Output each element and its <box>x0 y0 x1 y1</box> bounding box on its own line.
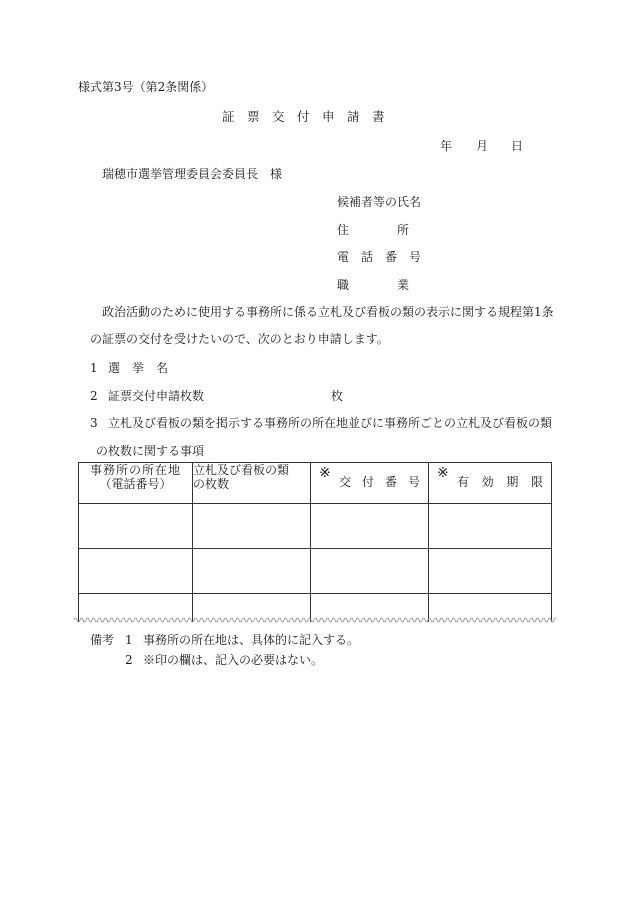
header-issue-number-char: 番 <box>384 475 397 489</box>
applicant-name-label: 候補者等の氏名 <box>337 195 422 209</box>
header-issue-number-char: 交 <box>339 475 352 489</box>
header-issue-number-label <box>339 475 420 489</box>
table-cell[interactable] <box>79 549 193 594</box>
table-cell[interactable] <box>193 549 311 594</box>
note-1-text: 事務所の所在地は、具体的に記入する。 <box>143 633 360 647</box>
form-number: 様式第3号（第2条関係） <box>78 80 214 94</box>
body-text-line-2: の証票の交付を受けたいので、次のとおり申請します。 <box>90 332 389 346</box>
note-2-number: 2 <box>125 653 133 667</box>
document-title: 証 票 交 付 申 請 書 <box>222 109 385 124</box>
office-table <box>78 462 552 622</box>
table-row <box>79 504 552 549</box>
header-valid-period <box>429 463 552 504</box>
table-cell[interactable] <box>193 504 311 549</box>
applicant-phone-label: 電 話 番 号 <box>337 250 422 264</box>
date-year: 年 <box>440 139 453 153</box>
item-1-number: 1 <box>90 361 98 375</box>
header-valid-period-char: 期 <box>506 475 519 489</box>
header-office-location <box>79 463 193 504</box>
table-cell[interactable] <box>79 504 193 549</box>
header-valid-period-char: 有 <box>457 475 470 489</box>
header-issue-number-char: 付 <box>361 475 374 489</box>
table-cell[interactable] <box>429 549 552 594</box>
item-2-number: 2 <box>90 389 98 403</box>
table-cell[interactable] <box>311 549 429 594</box>
applicant-address-label: 住 所 <box>337 223 410 237</box>
addressee: 瑞穂市選挙管理委員会委員長 様 <box>102 167 283 181</box>
body-text-line-1: 政治活動のために使用する事務所に係る立札及び看板の類の表示に関する規程第1条 <box>102 305 554 319</box>
item-2-label: 証票交付申請枚数 <box>108 389 205 403</box>
header-issue-number-mark: ※ <box>319 465 331 481</box>
item-3-label: 立札及び看板の類を掲示する事務所の所在地並びに事務所ごとの立札及び看板の類 <box>108 416 553 430</box>
item-2-unit: 枚 <box>331 389 344 403</box>
table-row <box>79 549 552 594</box>
header-sign-count-line-1: 立札及び看板の類 <box>193 463 290 477</box>
table-cell[interactable] <box>429 504 552 549</box>
table-continuation-wave <box>74 615 556 625</box>
applicant-occupation-label: 職 業 <box>337 278 410 292</box>
note-1-number: 1 <box>125 633 133 647</box>
header-valid-period-char: 効 <box>481 475 494 489</box>
table-header-row <box>79 463 552 504</box>
header-valid-period-char: 限 <box>530 475 543 489</box>
notes-label: 備考 <box>90 633 115 647</box>
header-valid-period-label <box>457 475 543 489</box>
header-sign-count-line-2: の枚数 <box>193 477 230 491</box>
header-office-location-line-1: 事務所の所在地 <box>89 463 181 477</box>
date-day: 日 <box>511 139 524 153</box>
header-office-location-line-2: （電話番号） <box>99 477 172 491</box>
header-valid-period-mark: ※ <box>437 465 449 481</box>
item-1-label: 選 挙 名 <box>108 361 169 375</box>
header-issue-number-char: 号 <box>407 475 420 489</box>
item-3-label-line-2: の枚数に関する事項 <box>96 444 205 458</box>
header-sign-count <box>193 463 311 504</box>
date-month: 月 <box>476 139 489 153</box>
table-cell[interactable] <box>311 504 429 549</box>
header-issue-number <box>311 463 429 504</box>
item-3-number: 3 <box>90 416 98 430</box>
note-2-text: ※印の欄は、記入の必要はない。 <box>143 653 324 667</box>
